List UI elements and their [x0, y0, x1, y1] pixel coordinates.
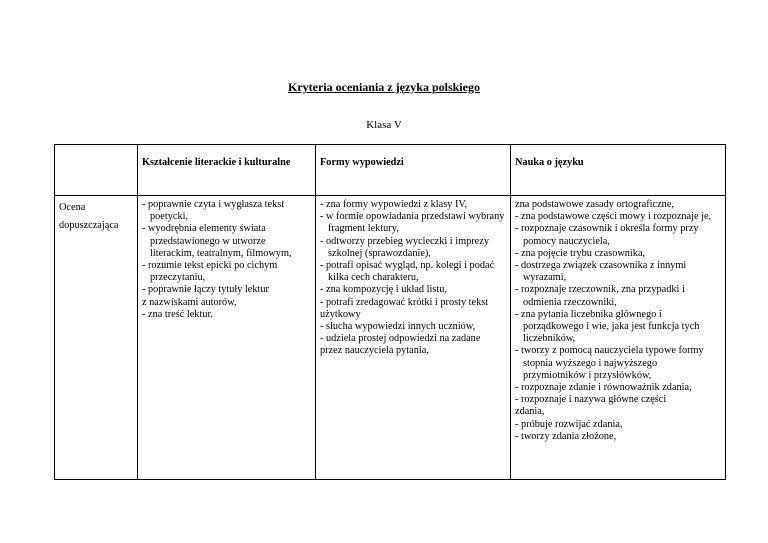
list-item: - tworzy zdania złożone,: [515, 430, 617, 442]
header-forms-of-expression: Formy wypowiedzi: [316, 145, 511, 196]
criteria-table: [54, 144, 726, 480]
list-language-study: [515, 199, 721, 443]
row-label-cell: [55, 196, 138, 480]
list-item: - odtworzy przebieg wycieczki i imprezy szkolnej (sprawozdanie),: [320, 235, 489, 259]
cell-language-study: [511, 196, 726, 480]
list-item: - rozumie tekst epicki po cichym przeczytaniu,: [142, 260, 278, 284]
list-forms-of-expression: [320, 199, 506, 358]
list-item: - zna pytania liczebnika głównego i porządkowego i wie, jaka jest funkcja tych liczebników,: [515, 308, 700, 345]
list-item: - zna formy wypowiedzi z klasy IV,: [320, 199, 468, 210]
list-item: - w formie opowiadania przedstawi wybrany fragment lektury,: [320, 211, 505, 235]
list-item: - wyodrębnia elementy świata przedstawionego w utworze literackim, teatralnym, filmowym,: [142, 223, 292, 259]
list-item: - rozpoznaje i nazywa główne części: [515, 394, 667, 406]
row-label-grade: Ocena: [59, 202, 86, 213]
list-item: - zna pojęcie trybu czasownika,: [515, 247, 646, 259]
list-item: przez nauczyciela pytania,: [320, 345, 429, 357]
header-row: [55, 145, 726, 196]
class-label: Klasa V: [366, 119, 402, 131]
list-item: zdania,: [515, 406, 545, 418]
list-item: - poprawnie łączy tytuły lektur: [142, 284, 269, 296]
list-item: użytkowy: [320, 308, 361, 320]
list-literary-education: [142, 199, 311, 321]
cell-forms-of-expression: [316, 196, 511, 480]
list-item: - poprawnie czyta i wygłasza tekst poetycki,: [142, 199, 285, 223]
list-item: - udziela prostej odpowiedzi na zadane: [320, 333, 481, 345]
list-item: - potrafi opisać wygląd, np. kolegi i podać kilka cech charakteru,: [320, 260, 495, 284]
list-item: - potrafi zredagować krótki i prosty tekst: [320, 296, 489, 308]
header-literary-education: Kształcenie literackie i kulturalne: [138, 145, 316, 196]
list-item: - słucha wypowiedzi innych uczniów,: [320, 321, 476, 333]
header-empty-cell: [55, 145, 138, 196]
list-item: z nazwiskami autorów,: [142, 296, 237, 308]
list-item: - dostrzega związek czasownika z innymi wyrazami,: [515, 260, 687, 284]
list-item: zna podstawowe zasady ortograficzne,: [515, 199, 674, 210]
list-item: - zna treść lektur.: [142, 308, 213, 320]
list-item: - rozpoznaje rzeczownik, zna przypadki i odmienia rzeczowniki,: [515, 284, 685, 308]
header-language-study: Nauka o języku: [511, 145, 726, 196]
list-item: - tworzy z pomocą nauczyciela typowe formy stopnia wyższego i najwyższego przymiotników i przysłówków,: [515, 345, 704, 381]
list-item: - rozpoznaje czasownik i określa formy przy pomocy nauczyciela,: [515, 223, 699, 247]
grade-row-sufficient: [55, 196, 726, 480]
list-item: - próbuje rozwijać zdania,: [515, 418, 623, 430]
list-item: - zna podstawowe części mowy i rozpoznaje je,: [515, 211, 712, 223]
row-label-grade-name: dopuszczająca: [59, 220, 119, 231]
cell-literary-education: [138, 196, 316, 480]
list-item: - rozpoznaje zdanie i równoważnik zdania,: [515, 382, 692, 394]
list-item: - zna kompozycję i układ listu,: [320, 284, 447, 296]
document-title: Kryteria oceniania z języka polskiego: [288, 80, 480, 94]
